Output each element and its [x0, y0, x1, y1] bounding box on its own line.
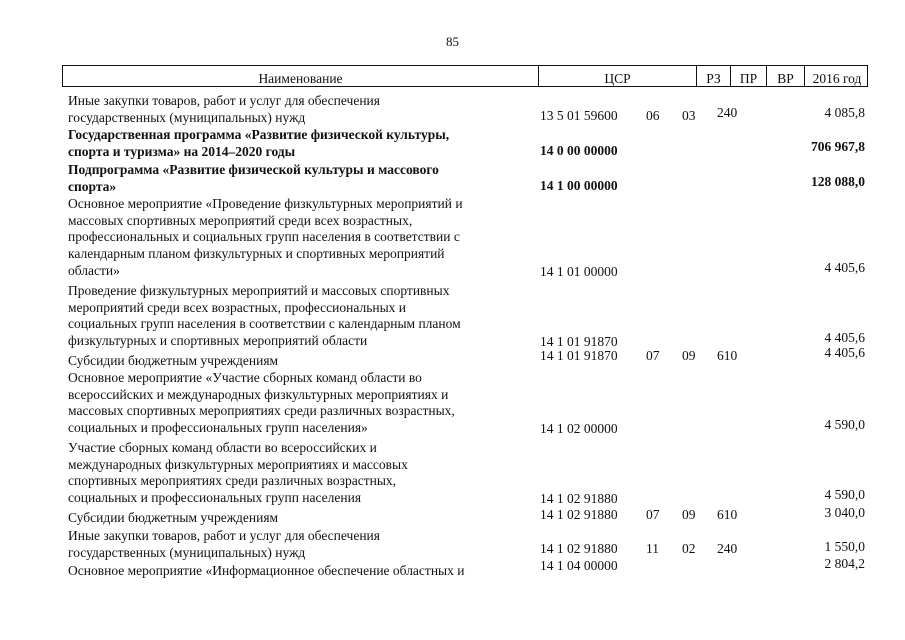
row-rz: 06: [646, 108, 660, 123]
row-csr: 14 1 01 91870: [540, 348, 618, 363]
row-name: [68, 353, 528, 370]
row-vr: 240: [717, 541, 738, 556]
row-name: [68, 162, 528, 195]
row-csr: 13 5 01 59600: [540, 108, 618, 123]
row-csr: 14 0 00 00000: [540, 143, 618, 158]
row-name-line: календарным планом физкультурных и спортивных мероприятий: [68, 246, 445, 262]
row-vr: 240: [717, 105, 738, 120]
row-name-line: Подпрограмма «Развитие физической культуры и массового: [68, 162, 439, 177]
row-name-line: Основное мероприятие «Участие сборных команд области во: [68, 370, 422, 385]
row-name: [68, 196, 528, 280]
row-amount: 1 550,0: [824, 539, 865, 554]
row-amount: 4 405,6: [824, 345, 865, 360]
row-name-line: Основное мероприятие «Информационное обеспечение областных и: [68, 563, 465, 578]
row-name-line: Иные закупки товаров, работ и услуг для обеспечения: [68, 528, 380, 543]
row-amount: 706 967,8: [811, 139, 865, 154]
row-name-line: области»: [68, 262, 120, 278]
row-amount: 3 040,0: [824, 505, 865, 520]
row-name-line: Субсидии бюджетным учреждениям: [68, 510, 279, 525]
row-name-line: Субсидии бюджетным учреждениям: [68, 353, 279, 368]
row-pr: 02: [682, 541, 696, 556]
row-name-line: социальных групп населения в соответствии с календарным планом: [68, 316, 461, 332]
row-name-line: Государственная программа «Развитие физической культуры,: [68, 127, 450, 142]
row-rz: 07: [646, 348, 660, 363]
header-vr: ВР: [767, 66, 805, 86]
row-name-line: Проведение физкультурных мероприятий и массовых спортивных: [68, 283, 450, 298]
row-name-line: Иные закупки товаров, работ и услуг для обеспечения: [68, 93, 380, 108]
row-amount: 4 590,0: [824, 487, 865, 502]
row-amount: 128 088,0: [811, 174, 865, 189]
row-name: [68, 510, 528, 527]
row-name-line: Основное мероприятие «Проведение физкультурных мероприятий и: [68, 196, 463, 211]
row-csr: 14 1 04 00000: [540, 558, 618, 573]
table-header: [62, 65, 868, 87]
row-amount: 4 405,6: [824, 330, 865, 345]
row-pr: 09: [682, 507, 696, 522]
row-name-line: мероприятий среди всех возрастных, профессиональных и: [68, 299, 407, 315]
row-name-line: массовых спортивных мероприятий среди всех возрастных,: [68, 212, 413, 228]
row-csr: 14 1 02 91880: [540, 507, 618, 522]
row-name-line: спорта»: [68, 178, 117, 194]
row-name: [68, 440, 528, 507]
row-name-line: международных физкультурных мероприятиях и массовых: [68, 456, 408, 472]
row-pr: 03: [682, 108, 696, 123]
row-amount: 4 590,0: [824, 417, 865, 432]
header-rz: РЗ: [697, 66, 731, 86]
row-csr: 14 1 02 91880: [540, 541, 618, 556]
row-amount: 2 804,2: [824, 556, 865, 571]
row-rz: 07: [646, 507, 660, 522]
row-name: [68, 283, 528, 350]
header-name: Наименование: [63, 66, 539, 86]
row-name-line: государственных (муниципальных) нужд: [68, 109, 306, 125]
row-name-line: всероссийских и международных физкультурных мероприятиях и: [68, 386, 449, 402]
page-number: 85: [446, 34, 459, 49]
row-name-line: профессиональных и социальных групп населения в соответствии с: [68, 229, 460, 245]
row-name: [68, 563, 528, 580]
row-name: [68, 93, 528, 126]
row-vr: 610: [717, 507, 738, 522]
row-name-line: спорта и туризма» на 2014–2020 годы: [68, 143, 296, 159]
row-name-line: социальных и профессиональных групп населения: [68, 490, 362, 506]
header-year: 2016 год: [812, 71, 862, 86]
row-name: [68, 127, 528, 160]
row-name-line: массовых спортивных мероприятиях среди различных возрастных,: [68, 403, 455, 419]
row-amount: 4 405,6: [824, 260, 865, 275]
row-csr: 14 1 01 00000: [540, 264, 618, 279]
row-csr: 14 1 02 00000: [540, 421, 618, 436]
row-name: [68, 370, 528, 437]
row-pr: 09: [682, 348, 696, 363]
row-amount: 4 085,8: [824, 105, 865, 120]
row-name-line: спортивных мероприятиях среди различных возрастных,: [68, 473, 397, 489]
row-csr: 14 1 00 00000: [540, 178, 618, 193]
row-csr: 14 1 01 91870: [540, 334, 618, 349]
row-name-line: социальных и профессиональных групп населения»: [68, 420, 368, 436]
header-csr: ЦСР: [539, 66, 697, 86]
row-name-line: физкультурных и спортивных мероприятий области: [68, 333, 368, 349]
row-name-line: государственных (муниципальных) нужд: [68, 544, 306, 560]
row-name: [68, 528, 528, 561]
row-name-line: Участие сборных команд области во всероссийских и: [68, 440, 377, 455]
header-pr: ПР: [731, 66, 767, 86]
row-csr: 14 1 02 91880: [540, 491, 618, 506]
row-rz: 11: [646, 541, 659, 556]
row-vr: 610: [717, 348, 738, 363]
